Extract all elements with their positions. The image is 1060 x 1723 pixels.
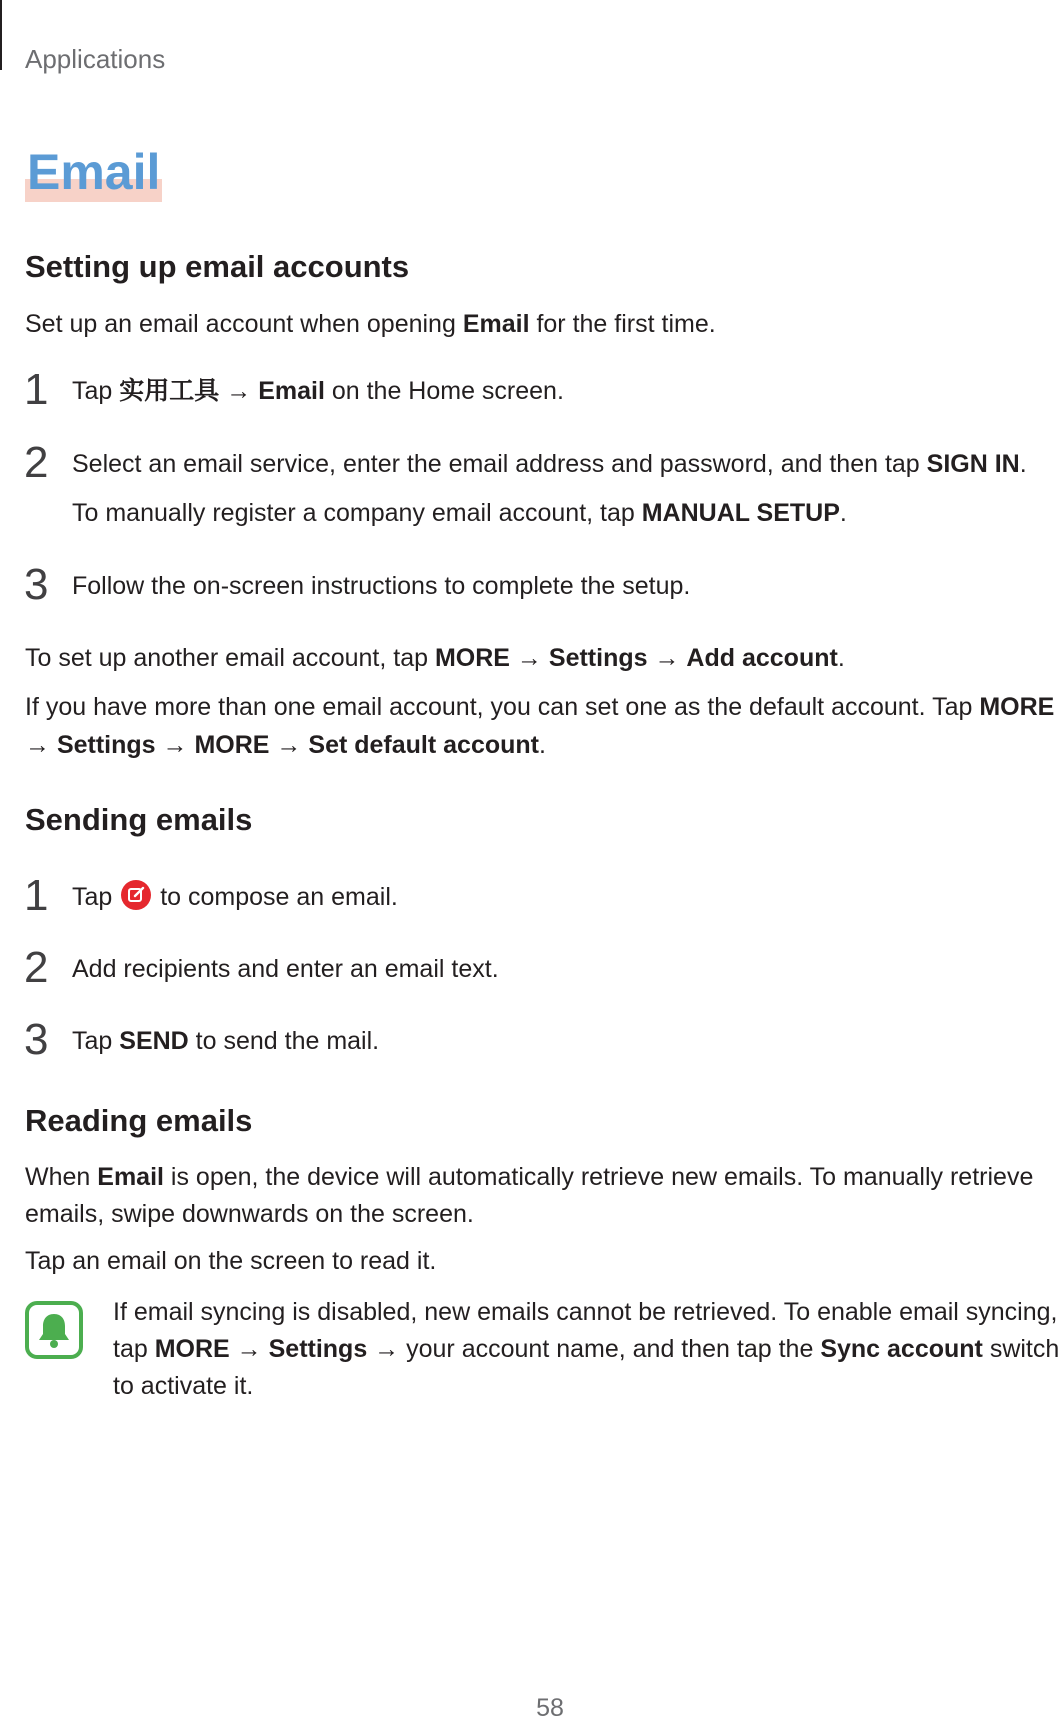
reading-paragraph-2: Tap an email on the screen to read it.: [25, 1247, 437, 1275]
sending-step-2-text: Add recipients and enter an email text.: [72, 955, 499, 983]
sending-step-1-text: Tap to compose an email.: [72, 879, 398, 916]
header-rule: [0, 0, 2, 70]
setup-step-2-note: To manually register a company email account, tap MANUAL SETUP.: [72, 499, 847, 527]
setup-intro: Set up an email account when opening Email for the first time.: [25, 310, 716, 338]
note-line3: to activate it.: [113, 1372, 254, 1400]
setup-step-3-text: Follow the on-screen instructions to complete the setup.: [72, 572, 691, 600]
reading-heading: Reading emails: [25, 1103, 253, 1138]
setup-step-3-number: 3: [24, 560, 49, 609]
sending-step-1-number: 1: [24, 871, 49, 920]
reading-paragraph-line1: When Email is open, the device will automatically retrieve new emails. To manually retrieve: [25, 1163, 1034, 1191]
note-line2: tap MORE → Settings → your account name, and then tap the Sync account switch: [113, 1335, 1060, 1363]
reading-paragraph-line2: emails, swipe downwards on the screen.: [25, 1200, 474, 1228]
header-section: Applications: [25, 44, 166, 74]
note-line1: If email syncing is disabled, new emails cannot be retrieved. To enable email syncing,: [113, 1298, 1058, 1326]
setup-step-2-number: 2: [24, 438, 49, 487]
setup-step-1-text: Tap 实用工具 → Email on the Home screen.: [72, 377, 564, 405]
bell-icon: [25, 1301, 83, 1359]
sending-step-2-number: 2: [24, 943, 49, 992]
note-text: [113, 1294, 1060, 1405]
setup-default-account-line2: → Settings → MORE → Set default account.: [25, 731, 546, 759]
compose-icon: [121, 880, 151, 910]
setup-another-account: To set up another email account, tap MORE → Settings → Add account.: [25, 644, 845, 672]
sending-heading: Sending emails: [25, 802, 253, 837]
page-title: Email: [27, 144, 161, 200]
setup-step-2-text: Select an email service, enter the email address and password, and then tap SIGN IN.: [72, 450, 1027, 478]
sending-step-3-number: 3: [24, 1015, 49, 1064]
setup-heading: Setting up email accounts: [25, 249, 410, 284]
setup-step-1-number: 1: [24, 365, 49, 414]
page-number: 58: [536, 1694, 564, 1722]
setup-default-account-line1: If you have more than one email account, you can set one as the default account. Tap MORE: [25, 693, 1055, 721]
sending-step-3-text: Tap SEND to send the mail.: [72, 1027, 380, 1055]
